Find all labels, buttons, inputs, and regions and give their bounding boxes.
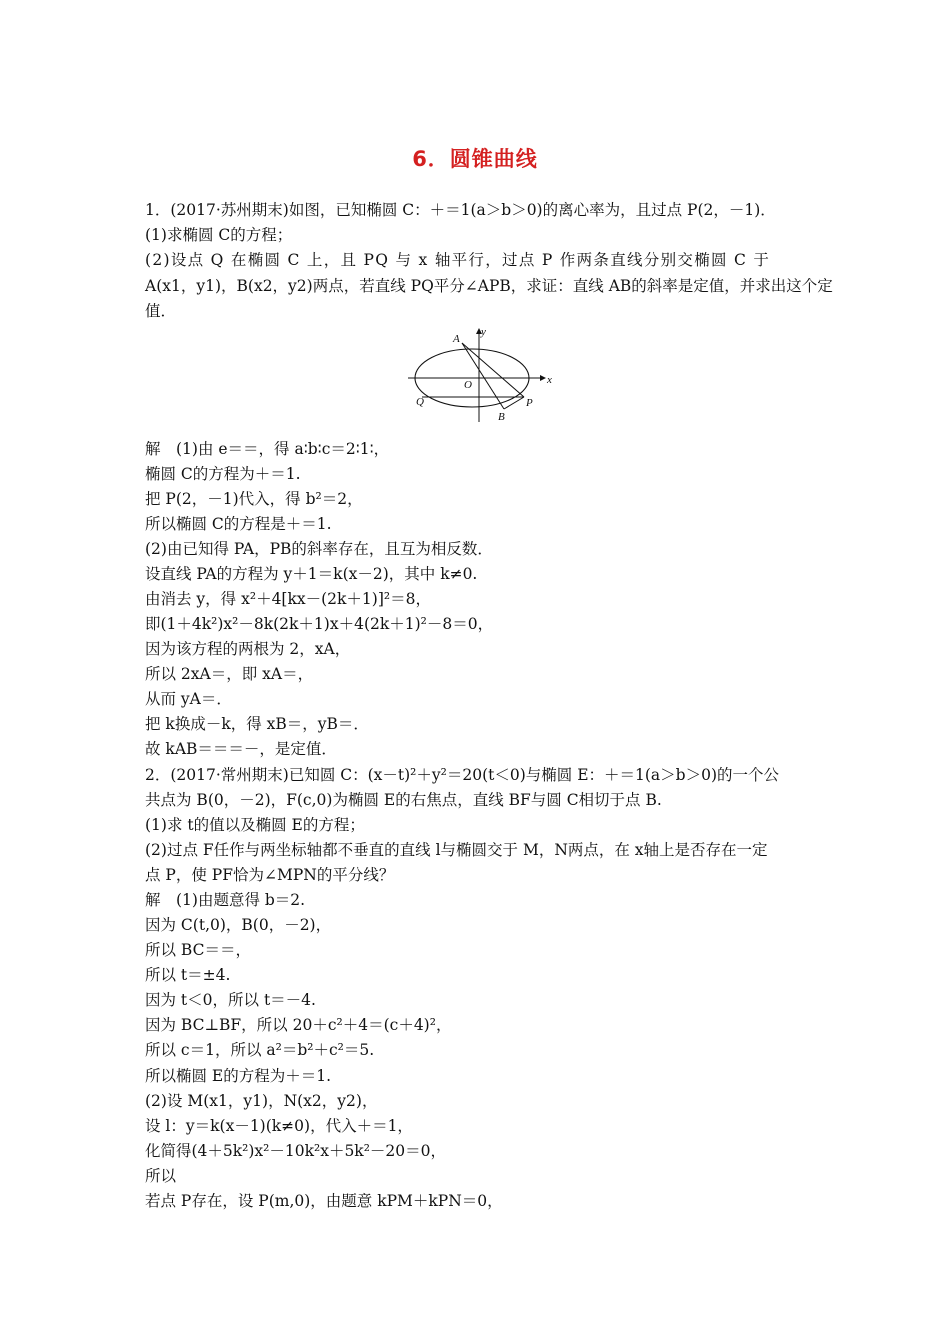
solution1-line13: 故 kAB＝＝＝－，是定值．: [145, 740, 337, 758]
x-axis-arrow: [540, 375, 546, 381]
solution1-line5: (2)由已知得 PA，PB的斜率存在，且互为相反数．: [145, 540, 493, 558]
solution1-line4: 所以椭圆 C的方程是＋＝1.: [145, 515, 332, 533]
label-b: B: [498, 411, 505, 423]
solution1-line3: 把 P(2，－1)代入，得 b²＝2，: [145, 490, 363, 508]
solution1-line2: 椭圆 C的方程为＋＝1.: [145, 465, 301, 483]
line-pb: [504, 397, 524, 409]
solution2-line3: 所以 BC＝＝，: [145, 941, 251, 959]
solution2-line8: 所以椭圆 E的方程为＋＝1.: [145, 1067, 332, 1085]
solution1-line6: 设直线 PA的方程为 y＋1＝k(x－2)，其中 k≠0.: [145, 565, 478, 583]
solution1-line9: 因为该方程的两根为 2，xA，: [145, 640, 351, 658]
problem2-statement-line2: 共点为 B(0，－2)，F(c,0)为椭圆 E的右焦点，直线 BF与圆 C相切于点 B.: [145, 791, 662, 809]
problem1-statement: 1．(2017·苏州期末)如图，已知椭圆 C：＋＝1(a＞b＞0)的离心率为，且过点 P(2，－1)．: [145, 201, 776, 219]
solution2-line12: 所以: [145, 1167, 177, 1185]
label-y: y: [481, 326, 486, 338]
solution2-line2: 因为 C(t,0)，B(0，－2)，: [145, 916, 332, 934]
solution2-line7: 所以 c＝1，所以 a²＝b²＋c²＝5.: [145, 1041, 375, 1059]
solution2-line4: 所以 t＝±4.: [145, 966, 231, 984]
label-p: P: [526, 397, 533, 409]
solution2-line1: 解 (1)由题意得 b＝2.: [145, 891, 306, 909]
problem2-part2-line2: 点 P，使 PF恰为∠MPN的平分线？: [145, 866, 395, 884]
solution2-line9: (2)设 M(x1，y1)，N(x2，y2)，: [145, 1092, 378, 1110]
solution2-line10: 设 l：y＝k(x－1)(k≠0)，代入＋＝1，: [145, 1117, 413, 1135]
line-ab: [462, 343, 504, 409]
solution2-line5: 因为 t＜0，所以 t＝－4.: [145, 991, 316, 1009]
problem1-part2-line2: A(x1，y1)，B(x2，y2)两点，若直线 PQ平分∠APB，求证：直线 AB的斜率是定值，并求出这个定: [145, 277, 833, 295]
section-title: 6．圆锥曲线: [412, 147, 538, 171]
solution1-line12: 把 k换成－k，得 xB＝，yB＝．: [145, 715, 369, 733]
problem1-part2-line1: (2)设点 Q 在椭圆 C 上，且 PQ 与 x 轴平行，过点 P 作两条直线分别交椭圆 C 于: [145, 251, 771, 269]
problem2-part2-line1: (2)过点 F任作与两坐标轴都不垂直的直线 l与椭圆交于 M，N两点，在 x轴上是否存在一定: [145, 841, 768, 859]
label-q: Q: [416, 396, 424, 408]
solution2-line13: 若点 P存在，设 P(m,0)，由题意 kPM＋kPN＝0，: [145, 1192, 503, 1210]
problem1-part2-line3: 值．: [145, 302, 177, 320]
problem2-part1: (1)求 t的值以及椭圆 E的方程；: [145, 816, 365, 834]
solution2-line11: 化简得(4＋5k²)x²－10k²x＋5k²－20＝0，: [145, 1142, 447, 1160]
label-a: A: [453, 333, 460, 345]
solution1-line11: 从而 yA＝．: [145, 690, 232, 708]
label-o: O: [464, 379, 472, 391]
solution1-line1: 解 (1)由 e＝＝，得 a∶b∶c＝2∶1∶，: [145, 440, 390, 458]
problem1-part1: (1)求椭圆 C的方程；: [145, 226, 293, 244]
solution1-line8: 即(1＋4k²)x²－8k(2k＋1)x＋4(2k＋1)²－8＝0，: [145, 615, 494, 633]
solution1-line10: 所以 2xA＝，即 xA＝，: [145, 665, 314, 683]
ellipse-diagram: [400, 326, 555, 426]
label-x: x: [547, 374, 552, 386]
ellipse-figure: [400, 326, 555, 426]
solution1-line7: 由消去 y，得 x²＋4[kx－(2k＋1)]²＝8，: [145, 590, 431, 608]
problem2-statement-line1: 2．(2017·常州期末)已知圆 C：(x－t)²＋y²＝20(t＜0)与椭圆 E：＋＝1(a＞b＞0)的一个公: [145, 766, 779, 784]
solution2-line6: 因为 BC⊥BF，所以 20＋c²＋4＝(c＋4)²，: [145, 1016, 452, 1034]
